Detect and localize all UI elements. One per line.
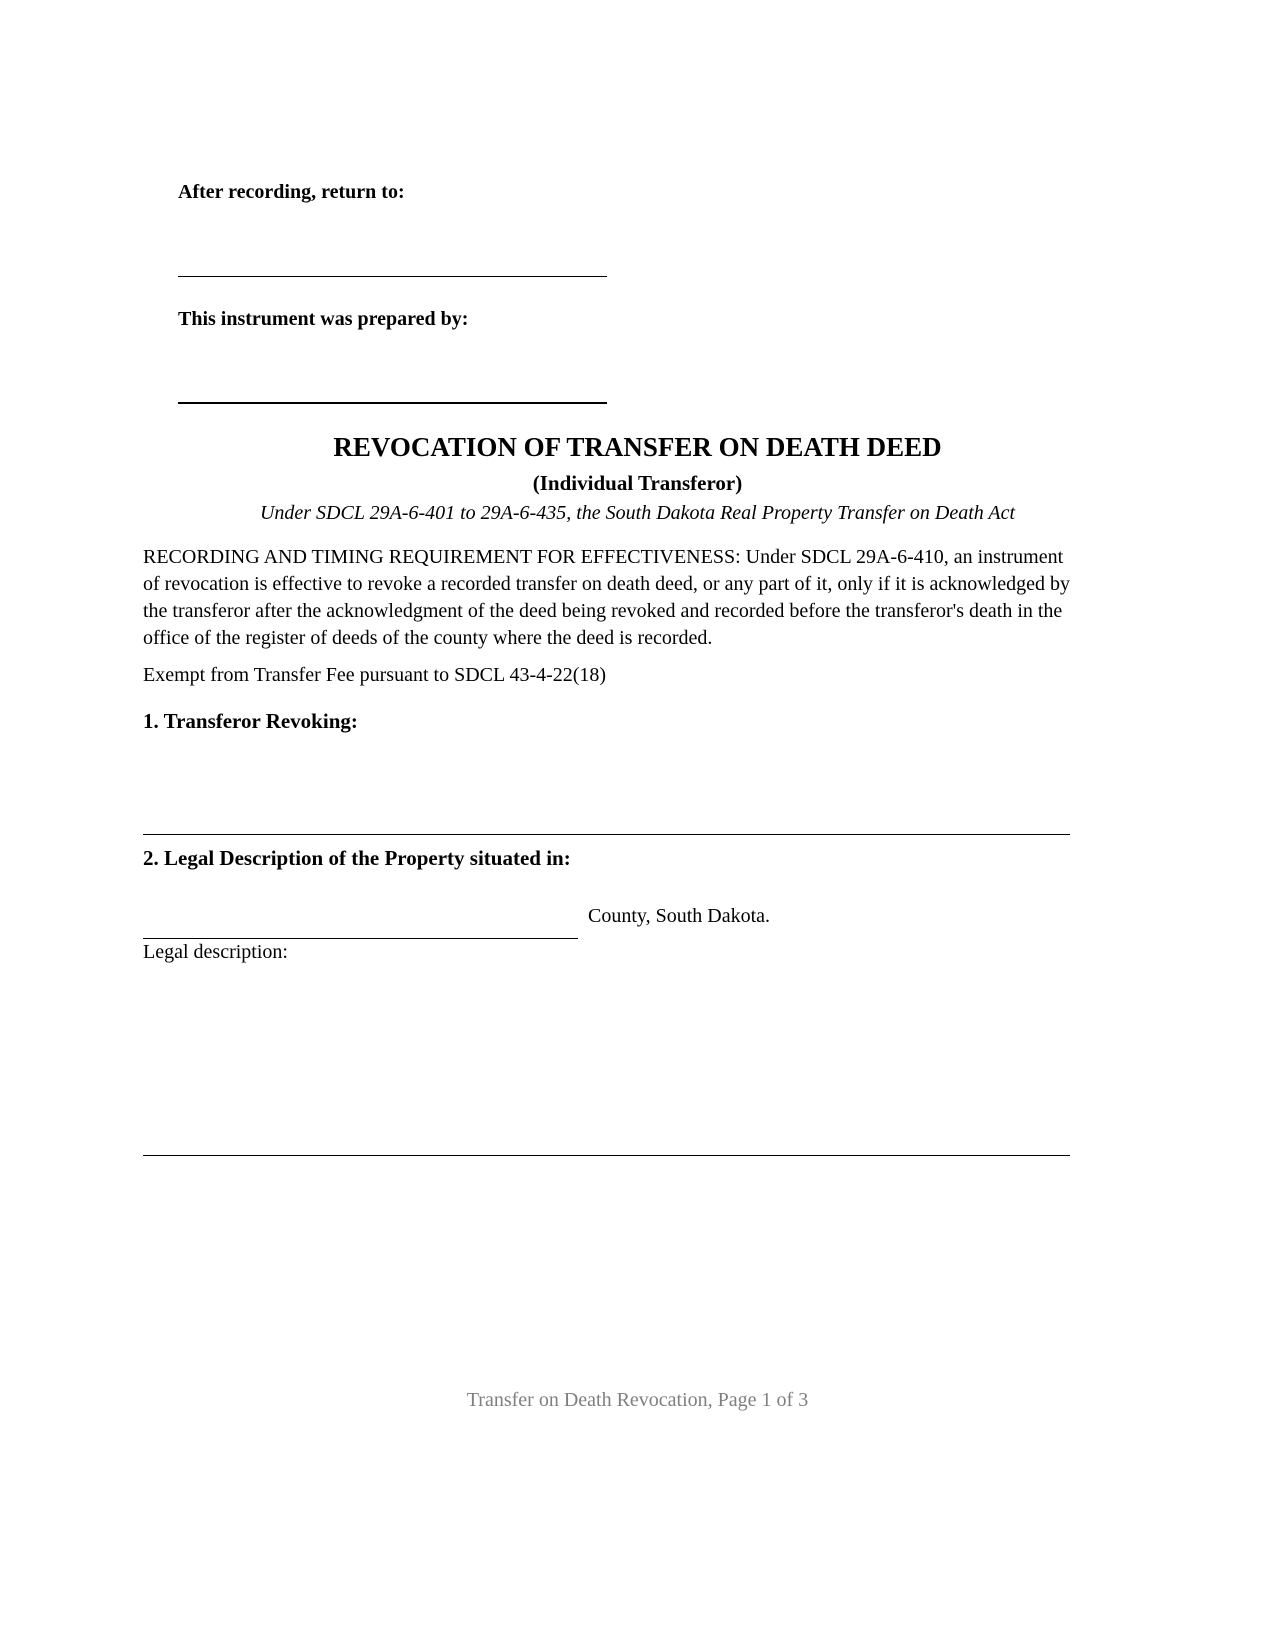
statute-reference: Under SDCL 29A-6-401 to 29A-6-435, the South Dakota Real Property Transfer on Death Act — [259, 502, 1016, 524]
return-to-label: After recording, return to: — [178, 181, 405, 203]
prepared-by-line[interactable] — [178, 402, 607, 404]
recording-requirement-notice: RECORDING AND TIMING REQUIREMENT FOR EFFECTIVENESS: Under SDCL 29A-6-410, an instrument of revocation is effective to revoke a recorded transfer on death deed, or any part of it, only if it is acknowledged by the transferor after the acknowledgment of the deed being revoked and recorded before the transferor's death in the office of the register of deeds of the county where the deed is recorded. — [143, 546, 1071, 649]
prepared-by-label: This instrument was prepared by: — [178, 308, 469, 330]
county-suffix-text: County, South Dakota. — [588, 905, 771, 927]
document-title: REVOCATION OF TRANSFER ON DEATH DEED — [333, 432, 942, 462]
section-2-heading: 2. Legal Description of the Property situated in: — [143, 846, 571, 870]
county-name-line[interactable] — [143, 938, 578, 939]
transfer-fee-exemption: Exempt from Transfer Fee pursuant to SDCL 43-4-22(18) — [143, 664, 607, 686]
section-1-heading: 1. Transferor Revoking: — [143, 709, 358, 733]
transferor-name-line[interactable] — [143, 834, 1070, 835]
return-to-line[interactable] — [178, 276, 607, 277]
document-subtitle: (Individual Transferor) — [532, 471, 743, 495]
legal-description-line[interactable] — [143, 1155, 1070, 1156]
page-footer: Transfer on Death Revocation, Page 1 of 3 — [466, 1389, 809, 1411]
legal-description-label: Legal description: — [143, 941, 288, 963]
